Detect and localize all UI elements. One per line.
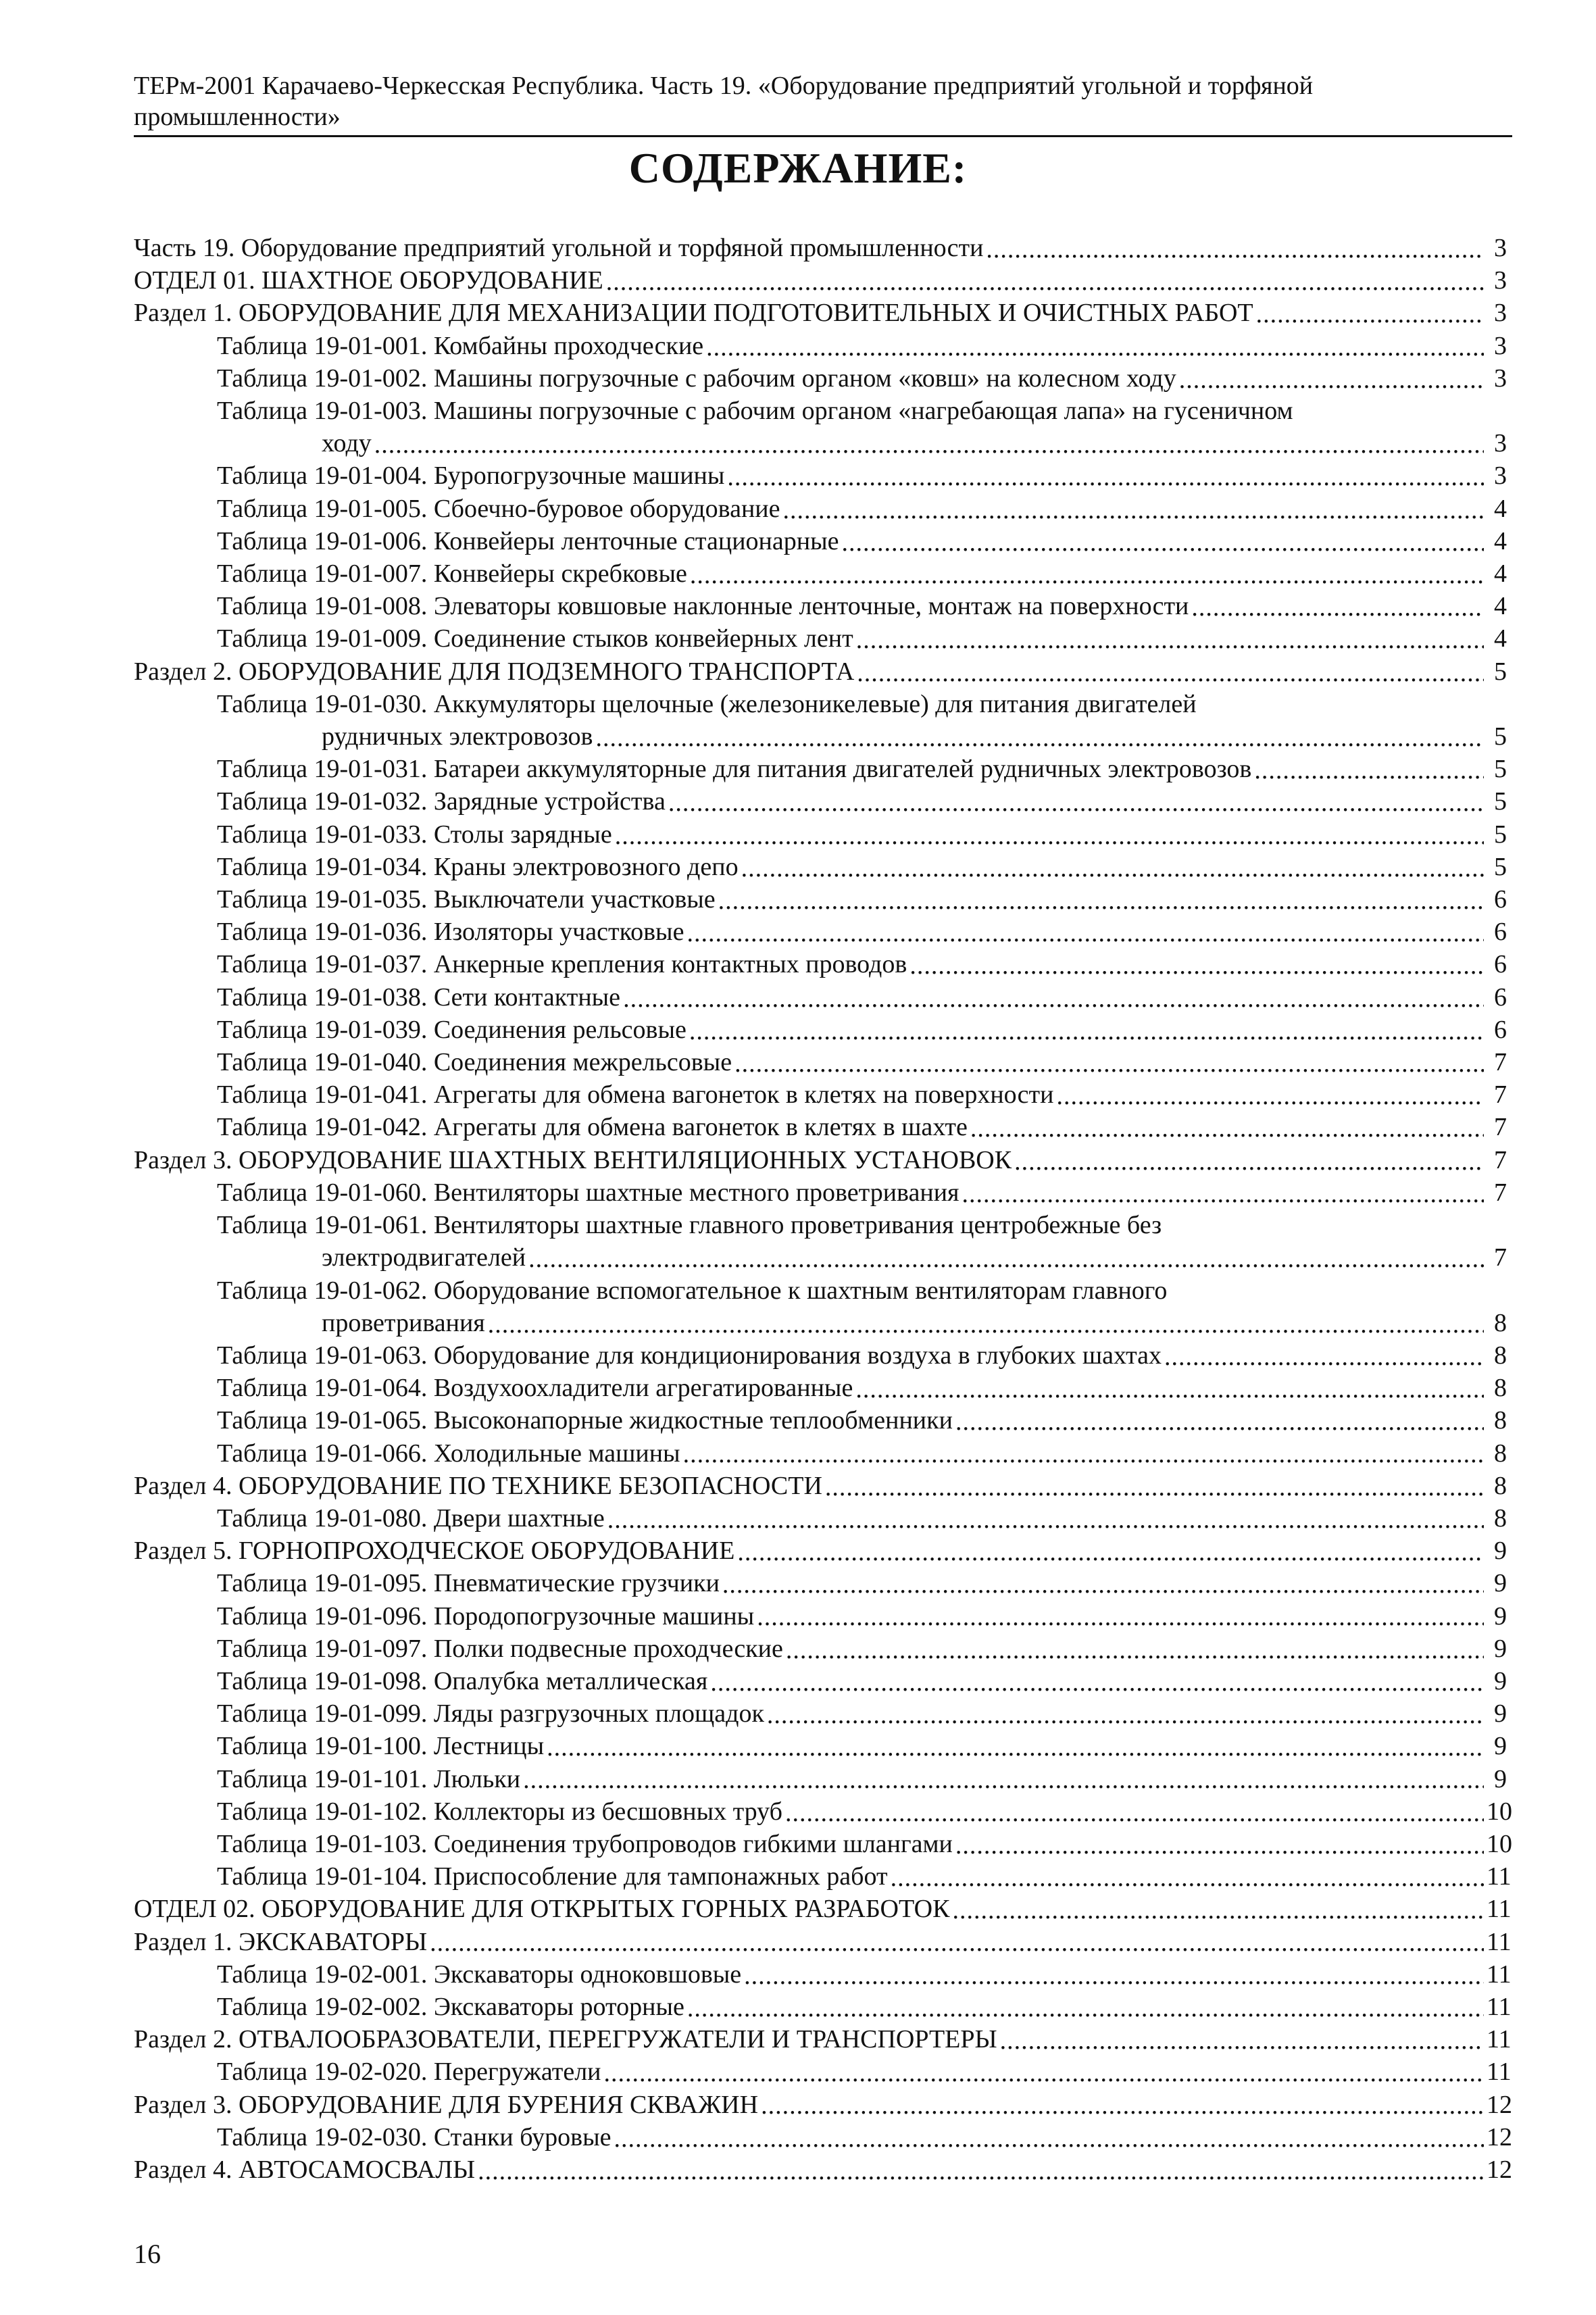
dot-leader [718, 885, 1484, 910]
toc-entry-title: Таблица 19-01-097. Полки подвесные проходческие [217, 1634, 783, 1663]
toc-entry-title: Таблица 19-01-098. Опалубка металлическая [217, 1666, 708, 1695]
toc-entry[interactable] [134, 785, 1507, 818]
toc-entry[interactable] [134, 2154, 1512, 2186]
dot-leader [909, 949, 1484, 975]
dot-leader [615, 820, 1484, 845]
toc-entry-title: Таблица 19-01-099. Ляды разгрузочных площадок [217, 1699, 764, 1728]
toc-entry-page: 4 [1494, 559, 1507, 589]
toc-entry-page: 6 [1494, 885, 1507, 914]
dot-leader [782, 494, 1484, 520]
toc-entry-title: Таблица 19-01-042. Агрегаты для обмена вагонеток в клетях в шахте [217, 1113, 968, 1142]
toc-entry-title: Таблица 19-01-096. Породопогрузочные машины [217, 1601, 755, 1631]
toc-entry-title: Раздел 2. ОБОРУДОВАНИЕ ДЛЯ ПОДЗЕМНОГО ТРАНСПОРТА [134, 657, 855, 686]
toc-entry-page: 6 [1494, 982, 1507, 1012]
toc-entry-page: 12 [1487, 2155, 1512, 2184]
toc-entry-title: Таблица 19-01-061. Вентиляторы шахтные главного проветривания центробежные без [217, 1211, 1162, 1240]
toc-entry-title: Раздел 5. ГОРНОПРОХОДЧЕСКОЕ ОБОРУДОВАНИЕ [134, 1537, 735, 1566]
toc-entry-page: 11 [1487, 2025, 1512, 2054]
toc-entry[interactable] [134, 1991, 1512, 2023]
dot-leader [478, 2155, 1484, 2181]
dot-leader [891, 1862, 1484, 1887]
toc-entry-page: 7 [1494, 1145, 1507, 1174]
toc-entry-title: Таблица 19-01-064. Воздухоохладители агрегатированные [217, 1374, 853, 1403]
toc-entry-page: 12 [1487, 2122, 1512, 2151]
table-of-contents [134, 232, 1512, 2186]
toc-entry[interactable] [134, 1697, 1507, 1730]
toc-entry-page: 6 [1494, 950, 1507, 979]
toc-entry-title: электродвигателей [322, 1243, 526, 1272]
toc-entry[interactable] [134, 1633, 1507, 1665]
dot-leader [1014, 1145, 1484, 1171]
toc-entry-title: Таблица 19-01-039. Соединения рельсовые [217, 1015, 687, 1044]
toc-entry-title: Раздел 4. АВТОСАМОСВАЛЫ [134, 2155, 476, 2184]
dot-leader [689, 1015, 1484, 1041]
toc-entry[interactable] [134, 2121, 1512, 2154]
toc-entry-title: Таблица 19-01-040. Соединения межрельсовые [217, 1048, 732, 1077]
toc-entry-page: 3 [1494, 331, 1507, 360]
toc-entry-page: 3 [1494, 429, 1507, 458]
toc-entry-title: Таблица 19-01-008. Элеваторы ковшовые наклонные ленточные, монтаж на поверхности [217, 592, 1189, 621]
toc-entry[interactable] [134, 557, 1507, 590]
toc-entry-page: 3 [1494, 266, 1507, 295]
toc-entry[interactable] [134, 688, 1507, 720]
toc-entry-title: Таблица 19-01-036. Изоляторы участковые [217, 918, 684, 947]
toc-entry-title: Таблица 19-02-002. Экскаваторы роторные [217, 1992, 684, 2021]
dot-leader [855, 1373, 1484, 1399]
toc-entry-page: 4 [1494, 526, 1507, 555]
toc-entry-title: проветривания [322, 1308, 485, 1337]
toc-entry-title: Таблица 19-02-001. Экскаваторы одноковшовые [217, 1960, 742, 1989]
toc-entry-title: Таблица 19-01-103. Соединения трубопроводов гибкими шлангами [217, 1829, 953, 1858]
toc-entry-title: Таблица 19-01-034. Краны электровозного депо [217, 852, 739, 881]
toc-entry-title: Раздел 3. ОБОРУДОВАНИЕ ШАХТНЫХ ВЕНТИЛЯЦИОННЫХ УСТАНОВОК [134, 1145, 1012, 1174]
dot-leader [734, 1047, 1484, 1073]
toc-entry-page: 8 [1494, 1439, 1507, 1468]
toc-entry[interactable] [134, 1470, 1507, 1502]
running-header: ТЕРм-2001 Карачаево-Черкесская Республика. Часть 19. «Оборудование предприятий угольной и торфяной промышленности» [134, 72, 1314, 131]
dot-leader [970, 1112, 1484, 1138]
dot-leader [690, 559, 1484, 584]
dot-leader [547, 1731, 1484, 1757]
toc-entry-page: 11 [1487, 1895, 1512, 1924]
dot-leader [1254, 754, 1484, 780]
toc-entry-page: 8 [1494, 1341, 1507, 1370]
toc-entry[interactable] [134, 1404, 1507, 1437]
toc-entry-title: Раздел 4. ОБОРУДОВАНИЕ ПО ТЕХНИКЕ БЕЗОПАСНОСТИ [134, 1471, 822, 1500]
dot-leader [955, 1829, 1484, 1855]
toc-entry-page: 11 [1487, 1927, 1512, 1956]
dot-leader [687, 1992, 1484, 2018]
toc-entry-page: 7 [1494, 1178, 1507, 1207]
toc-entry-page: 12 [1487, 2090, 1512, 2119]
toc-entry[interactable] [134, 1078, 1507, 1111]
toc-entry[interactable] [134, 753, 1507, 785]
dot-leader [744, 1960, 1484, 1985]
toc-entry-page: 8 [1494, 1406, 1507, 1435]
toc-entry-page: 11 [1487, 2058, 1512, 2087]
toc-entry-page: 11 [1487, 1960, 1512, 1989]
dot-leader [786, 1634, 1484, 1660]
toc-entry-title: Таблица 19-01-095. Пневматические грузчики [217, 1569, 720, 1598]
toc-entry[interactable] [134, 1665, 1507, 1697]
page-number: 16 [134, 2239, 161, 2269]
toc-entry[interactable] [134, 1926, 1512, 1958]
dot-leader [952, 1894, 1484, 1920]
toc-entry-title: ОТДЕЛ 02. ОБОРУДОВАНИЕ ДЛЯ ОТКРЫТЫХ ГОРНЫХ РАЗРАБОТОК [134, 1895, 950, 1924]
toc-entry[interactable] [134, 1111, 1507, 1143]
toc-entry-title: Часть 19. Оборудование предприятий угольной и торфяной промышленности [134, 234, 984, 262]
toc-entry-title: Таблица 19-01-032. Зарядные устройства [217, 787, 666, 816]
toc-entry-page: 4 [1494, 494, 1507, 523]
dot-leader [528, 1243, 1484, 1268]
toc-entry-title: Таблица 19-01-005. Сбоечно-буровое оборудование [217, 494, 780, 523]
toc-entry[interactable] [134, 1600, 1507, 1633]
toc-entry-title: Таблица 19-01-033. Столы зарядные [217, 820, 612, 849]
dot-leader [1191, 591, 1484, 617]
toc-entry-page: 10 [1487, 1797, 1512, 1826]
toc-entry-title: ОТДЕЛ 01. ШАХТНОЕ ОБОРУДОВАНИЕ [134, 266, 603, 295]
dot-leader [857, 657, 1484, 682]
dot-leader [1056, 1080, 1484, 1105]
toc-entry-title: Таблица 19-01-080. Двери шахтные [217, 1503, 605, 1533]
toc-entry-title: Таблица 19-01-007. Конвейеры скребковые [217, 559, 687, 589]
toc-entry[interactable] [134, 493, 1507, 525]
toc-entry[interactable] [134, 459, 1507, 492]
toc-entry-page: 5 [1494, 820, 1507, 849]
toc-entry[interactable] [134, 395, 1507, 427]
toc-entry-title: Таблица 19-02-020. Перегружатели [217, 2058, 601, 2087]
toc-entry-page: 5 [1494, 722, 1507, 751]
toc-entry[interactable] [134, 2023, 1512, 2056]
toc-entry-page: 7 [1494, 1243, 1507, 1272]
toc-entry[interactable] [134, 1209, 1507, 1241]
dot-leader [737, 1536, 1484, 1562]
toc-entry[interactable] [134, 818, 1507, 851]
toc-entry-page: 4 [1494, 592, 1507, 621]
toc-entry-page: 3 [1494, 299, 1507, 328]
toc-entry-page: 3 [1494, 462, 1507, 491]
toc-entry[interactable] [134, 1437, 1507, 1470]
toc-entry-page: 5 [1494, 852, 1507, 881]
toc-entry-page: 5 [1494, 657, 1507, 686]
toc-entry-title: Таблица 19-01-060. Вентиляторы шахтные местного проветривания [217, 1178, 959, 1207]
toc-entry-page: 11 [1487, 1862, 1512, 1891]
toc-entry-title: Таблица 19-01-065. Высоконапорные жидкостные теплообменники [217, 1406, 953, 1435]
toc-entry-title: Раздел 2. ОТВАЛООБРАЗОВАТЕЛИ, ПЕРЕГРУЖАТЕЛИ И ТРАНСПОРТЕРЫ [134, 2025, 997, 2054]
toc-entry[interactable] [134, 1763, 1507, 1795]
toc-entry-page: 5 [1494, 787, 1507, 816]
dot-leader [1256, 298, 1484, 324]
toc-entry-title: Таблица 19-01-037. Анкерные крепления контактных проводов [217, 950, 907, 979]
dot-leader [767, 1699, 1484, 1724]
dot-leader [668, 787, 1484, 812]
toc-entry[interactable] [134, 1730, 1507, 1762]
toc-entry-page: 9 [1494, 1601, 1507, 1631]
toc-entry-title: Таблица 19-01-030. Аккумуляторы щелочные (железоникелевые) для питания двигателей [217, 689, 1197, 718]
toc-entry-page: 8 [1494, 1503, 1507, 1533]
toc-entry[interactable] [134, 297, 1507, 329]
dot-leader [722, 1568, 1484, 1594]
toc-entry[interactable] [134, 1535, 1507, 1567]
toc-entry-page: 8 [1494, 1374, 1507, 1403]
dot-leader [986, 233, 1484, 259]
toc-entry-title: Таблица 19-01-009. Соединение стыков конвейерных лент [217, 624, 853, 653]
dot-leader [607, 1503, 1484, 1529]
dot-leader [523, 1764, 1484, 1789]
toc-entry[interactable] [134, 851, 1507, 883]
toc-entry[interactable] [134, 1241, 1507, 1274]
toc-entry-title: Таблица 19-02-030. Станки буровые [217, 2122, 612, 2151]
toc-entry[interactable] [134, 1893, 1512, 1925]
dot-leader [710, 1666, 1484, 1692]
toc-entry[interactable] [134, 525, 1507, 557]
toc-entry[interactable] [134, 916, 1507, 948]
toc-entry-page: 8 [1494, 1471, 1507, 1500]
toc-entry-page: 7 [1494, 1048, 1507, 1077]
toc-entry[interactable] [134, 264, 1507, 297]
toc-entry-title: Раздел 3. ОБОРУДОВАНИЕ ДЛЯ БУРЕНИЯ СКВАЖИН [134, 2090, 759, 2119]
toc-entry[interactable] [134, 622, 1507, 655]
toc-entry[interactable] [134, 1046, 1507, 1078]
dot-leader [1179, 364, 1484, 389]
toc-entry-title: Таблица 19-01-062. Оборудование вспомогательное к шахтным вентиляторам главного [217, 1276, 1168, 1305]
toc-entry[interactable] [134, 1144, 1507, 1176]
toc-entry[interactable] [134, 1958, 1512, 1991]
dot-leader [785, 1797, 1484, 1822]
toc-entry-page: 8 [1494, 1308, 1507, 1337]
toc-entry-page: 9 [1494, 1537, 1507, 1566]
toc-entry[interactable] [134, 2089, 1512, 2121]
toc-entry[interactable] [134, 2056, 1512, 2088]
header-divider [134, 135, 1512, 137]
toc-entry[interactable] [134, 1014, 1507, 1046]
toc-entry-page: 9 [1494, 1666, 1507, 1695]
toc-entry[interactable] [134, 1372, 1507, 1404]
dot-leader [488, 1308, 1484, 1334]
toc-entry[interactable] [134, 655, 1507, 688]
dot-leader [1000, 2024, 1484, 2050]
toc-entry-page: 9 [1494, 1764, 1507, 1793]
toc-entry[interactable] [134, 720, 1507, 753]
toc-entry[interactable] [134, 1860, 1512, 1893]
dot-leader [604, 2057, 1485, 2083]
toc-entry-page: 5 [1494, 755, 1507, 784]
toc-entry-title: Таблица 19-01-038. Сети контактные [217, 982, 621, 1012]
dot-leader [374, 428, 1484, 454]
dot-leader [430, 1926, 1484, 1952]
toc-entry-page: 3 [1494, 364, 1507, 393]
toc-entry-title: Раздел 1. ЭКСКАВАТОРЫ [134, 1927, 428, 1956]
toc-entry[interactable] [134, 1274, 1507, 1307]
toc-entry-page: 9 [1494, 1732, 1507, 1761]
toc-entry-page: 6 [1494, 1015, 1507, 1044]
toc-entry-title: Таблица 19-01-063. Оборудование для кондиционирования воздуха в глубоких шахтах [217, 1341, 1162, 1370]
toc-entry-page: 7 [1494, 1113, 1507, 1142]
toc-entry-title: Раздел 1. ОБОРУДОВАНИЕ ДЛЯ МЕХАНИЗАЦИИ ПОДГОТОВИТЕЛЬНЫХ И ОЧИСТНЫХ РАБОТ [134, 299, 1253, 328]
toc-entry-title: Таблица 19-01-100. Лестницы [217, 1732, 545, 1761]
toc-entry[interactable] [134, 1828, 1512, 1860]
toc-entry-page: 6 [1494, 918, 1507, 947]
dot-leader [955, 1405, 1484, 1431]
toc-entry-page: 9 [1494, 1634, 1507, 1663]
dot-leader [962, 1178, 1484, 1203]
dot-leader [825, 1471, 1484, 1497]
toc-entry-title: Таблица 19-01-003. Машины погрузочные с рабочим органом «нагребающая лапа» на гусеничном [217, 397, 1293, 426]
toc-entry[interactable] [134, 948, 1507, 980]
toc-entry-title: Таблица 19-01-002. Машины погрузочные с рабочим органом «ковш» на колесном ходу [217, 364, 1176, 393]
toc-entry[interactable] [134, 330, 1507, 362]
dot-leader [614, 2122, 1484, 2148]
toc-entry-title: Таблица 19-01-101. Люльки [217, 1764, 521, 1793]
dot-leader [761, 2089, 1484, 2115]
toc-entry-page: 11 [1487, 1992, 1512, 2021]
toc-entry[interactable] [134, 1176, 1507, 1209]
toc-entry-page: 10 [1487, 1829, 1512, 1858]
toc-entry-title: Таблица 19-01-004. Буропогрузочные машины [217, 462, 725, 491]
toc-entry-page: 9 [1494, 1699, 1507, 1728]
toc-entry-title: Таблица 19-01-066. Холодильные машины [217, 1439, 680, 1468]
toc-entry[interactable] [134, 362, 1507, 395]
toc-entry[interactable] [134, 1795, 1512, 1828]
dot-leader [727, 461, 1484, 487]
dot-leader [596, 722, 1485, 747]
toc-entry-title: Таблица 19-01-006. Конвейеры ленточные стационарные [217, 526, 839, 555]
toc-entry-title: Таблица 19-01-035. Выключатели участковые [217, 885, 716, 914]
toc-entry-page: 3 [1494, 234, 1507, 262]
toc-entry-page: 4 [1494, 624, 1507, 653]
dot-leader [757, 1601, 1484, 1626]
toc-entry-title: Таблица 19-01-031. Батареи аккумуляторные для питания двигателей рудничных электровозов [217, 755, 1252, 784]
dot-leader [706, 331, 1484, 357]
toc-entry[interactable] [134, 232, 1507, 264]
toc-entry-title: Таблица 19-01-001. Комбайны проходческие [217, 331, 704, 360]
toc-entry[interactable] [134, 1567, 1507, 1599]
dot-leader [606, 266, 1484, 291]
dot-leader [856, 624, 1484, 649]
toc-entry-title: ходу [322, 429, 372, 458]
page-title: СОДЕРЖАНИЕ: [628, 144, 968, 192]
dot-leader [841, 526, 1484, 552]
toc-entry[interactable] [134, 981, 1507, 1014]
dot-leader [741, 852, 1484, 878]
toc-entry[interactable] [134, 1307, 1507, 1339]
toc-entry[interactable] [134, 1502, 1507, 1535]
dot-leader [623, 982, 1484, 1008]
toc-entry-title: рудничных электровозов [322, 722, 593, 751]
toc-entry[interactable] [134, 883, 1507, 916]
toc-entry[interactable] [134, 1339, 1507, 1372]
toc-entry[interactable] [134, 590, 1507, 622]
toc-entry-page: 7 [1494, 1080, 1507, 1110]
dot-leader [1164, 1341, 1484, 1366]
toc-entry[interactable] [134, 427, 1507, 459]
toc-entry-title: Таблица 19-01-104. Приспособление для тампонажных работ [217, 1862, 888, 1891]
toc-entry-page: 9 [1494, 1569, 1507, 1598]
dot-leader [683, 1438, 1484, 1464]
dot-leader [687, 917, 1484, 943]
toc-entry-title: Таблица 19-01-041. Агрегаты для обмена вагонеток в клетях на поверхности [217, 1080, 1054, 1110]
toc-entry-title: Таблица 19-01-102. Коллекторы из бесшовных труб [217, 1797, 783, 1826]
